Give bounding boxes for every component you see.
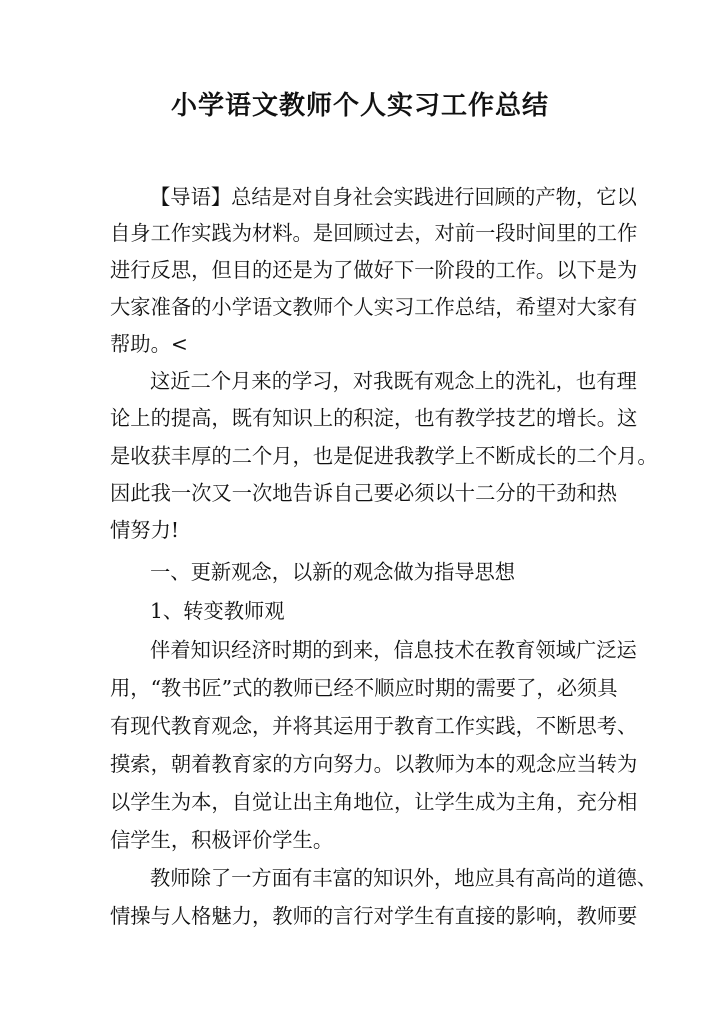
paragraph-line: 教师除了一方面有丰富的知识外，地应具有高尚的道德、 — [150, 866, 658, 890]
paragraph-line: 帮助。< — [110, 332, 188, 356]
paragraph-line: 信学生，积极评价学生。 — [110, 828, 334, 852]
section-heading: 一、更新观念，以新的观念做为指导思想 — [150, 560, 516, 584]
paragraph-line: 情操与人格魅力，教师的言行对学生有直接的影响，教师要 — [110, 904, 638, 928]
paragraph-line: 自身工作实践为材料。是回顾过去，对前一段时间里的工作 — [110, 221, 638, 245]
paragraph-line: 情努力! — [110, 518, 179, 542]
paragraph-line: 摸索，朝着教育家的方向努力。以教师为本的观念应当转为 — [110, 752, 638, 776]
paragraph-line: 有现代教育观念，并将其运用于教育工作实践，不断思考、 — [110, 714, 638, 738]
paragraph-line: 论上的提高，既有知识上的积淀，也有教学技艺的增长。这 — [110, 406, 638, 430]
paragraph-line: 大家准备的小学语文教师个人实习工作总结，希望对大家有 — [110, 295, 638, 319]
paragraph-line: 伴着知识经济时期的到来，信息技术在教育领域广泛运 — [150, 638, 637, 662]
page-title: 小学语文教师个人实习工作总结 — [170, 91, 549, 121]
subsection-heading: 1、转变教师观 — [150, 599, 285, 623]
paragraph-line: 【导语】总结是对自身社会实践进行回顾的产物，它以 — [150, 185, 637, 209]
paragraph-line: 因此我一次又一次地告诉自己要必须以十二分的干劲和热 — [110, 481, 618, 505]
paragraph-line: 是收获丰厚的二个月，也是促进我教学上不断成长的二个月。 — [110, 444, 658, 468]
paragraph-line: 用，“教书匠”式的教师已经不顺应时期的需要了，必须具 — [110, 676, 618, 700]
paragraph-line: 这近二个月来的学习，对我既有观念上的洗礼，也有理 — [150, 369, 637, 393]
paragraph-line: 进行反思，但目的还是为了做好下一阶段的工作。以下是为 — [110, 258, 638, 282]
paragraph-line: 以学生为本，自觉让出主角地位，让学生成为主角，充分相 — [110, 790, 638, 814]
